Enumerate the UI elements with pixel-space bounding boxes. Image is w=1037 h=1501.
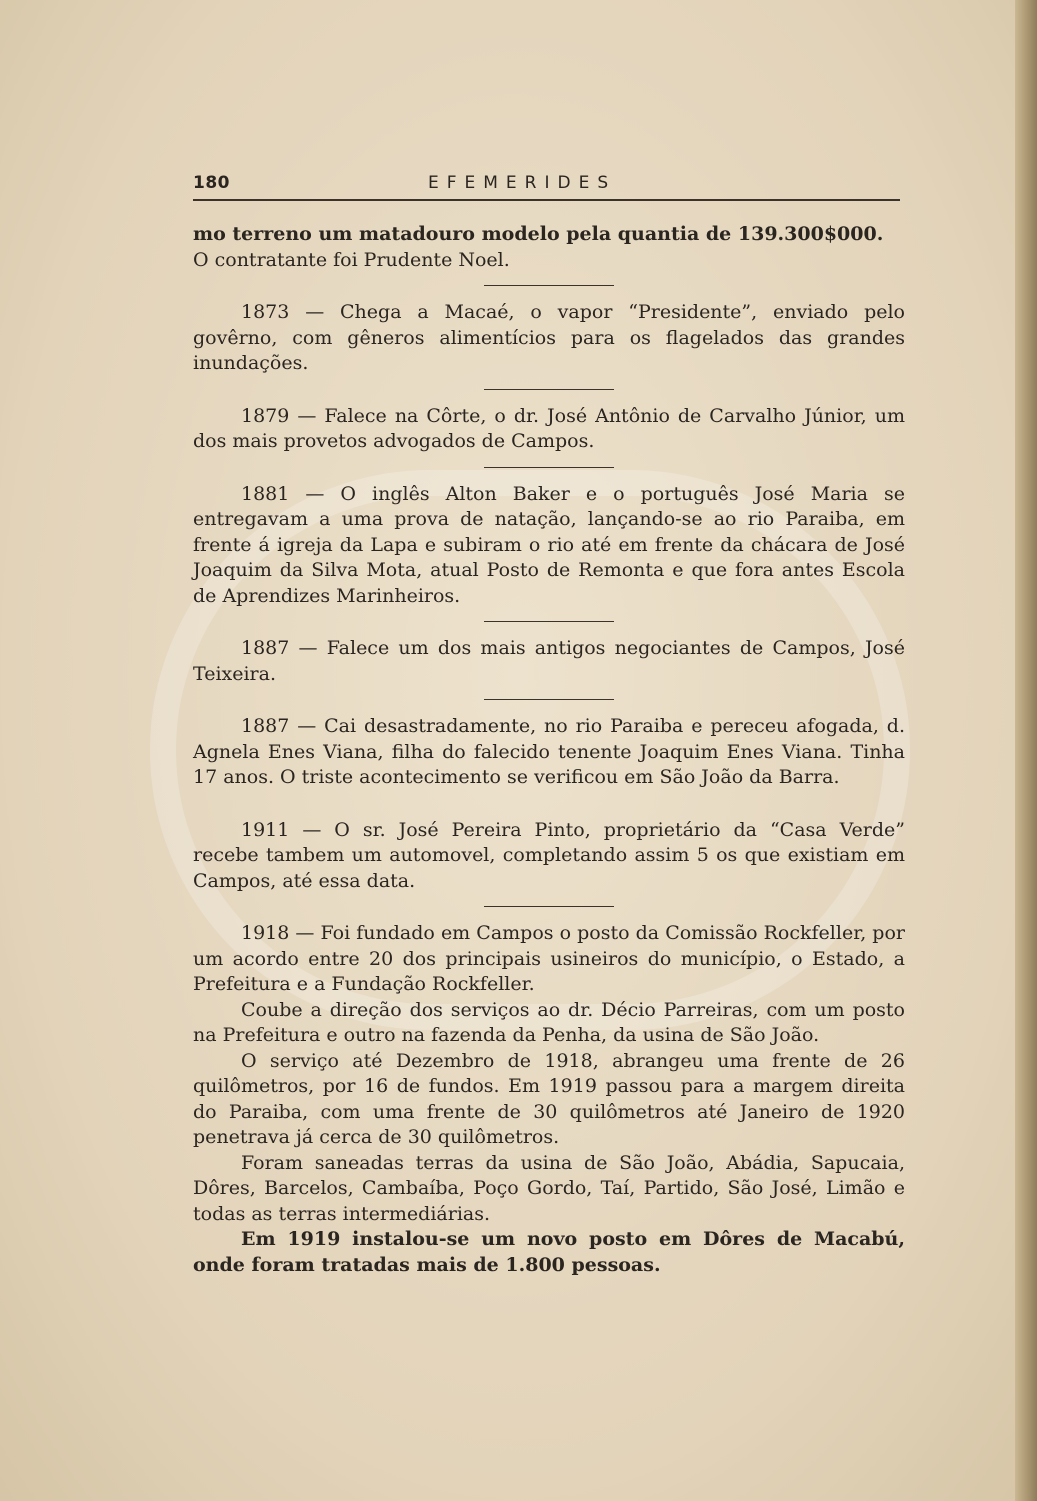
separator bbox=[484, 621, 614, 622]
entry-1879 bbox=[193, 404, 905, 455]
page-edge bbox=[1015, 0, 1037, 1501]
entry-text: 1887 — Falece um dos mais antigos negociantes de Campos, José Teixeira. bbox=[193, 637, 905, 685]
entry-text: 1881 — O inglês Alton Baker e o português José Maria se entregavam a uma prova de natação, lançando-se ao rio Paraiba, em frente á igreja da Lapa e subiram o rio até em frente da chácara de José Joaquim da Silva Mota, atual Posto de Remonta e que fora antes Escola de Aprendizes Marinheiros. bbox=[193, 482, 905, 607]
entry-1911 bbox=[193, 818, 905, 895]
separator bbox=[484, 389, 614, 390]
opening-line: mo terreno um matadouro modelo pela quantia de 139.300$000. bbox=[193, 223, 884, 245]
separator bbox=[484, 467, 614, 468]
running-title: EFEMERIDES bbox=[428, 173, 617, 193]
entry-1881 bbox=[193, 482, 905, 610]
entry-text: 1879 — Falece na Côrte, o dr. José Antônio de Carvalho Júnior, um dos mais provetos advogados de Campos. bbox=[193, 404, 905, 452]
separator bbox=[484, 285, 614, 286]
opening-line: O contratante foi Prudente Noel. bbox=[193, 248, 510, 271]
entry-text: 1911 — O sr. José Pereira Pinto, proprietário da “Casa Verde” recebe tambem um automovel, completando assim 5 os que existiam em Campos, até essa data. bbox=[193, 818, 905, 892]
entry-paragraph: Em 1919 instalou-se um novo posto em Dôres de Macabú, onde foram tratadas mais de 1.800 pessoas. bbox=[193, 1228, 905, 1276]
page-header bbox=[193, 173, 900, 201]
entry-paragraph: O serviço até Dezembro de 1918, abrangeu uma frente de 26 quilômetros, por 16 de fundos. Em 1919 passou para a margem direita do Paraiba, com uma frente de 30 quilômetros até Janeiro de 1920 penetrava já cerca de 30 quilômetros. bbox=[193, 1049, 905, 1148]
page-number: 180 bbox=[193, 173, 230, 193]
entry-paragraph: Foram saneadas terras da usina de São João, Abádia, Sapucaia, Dôres, Barcelos, Cambaíba, Poço Gordo, Taí, Partido, São José, Limão e todas as terras intermediárias. bbox=[193, 1151, 905, 1225]
separator bbox=[484, 906, 614, 907]
entry-1873 bbox=[193, 300, 905, 377]
separator bbox=[484, 699, 614, 700]
entry-paragraph: Coube a direção dos serviços ao dr. Décio Parreiras, com um posto na Prefeitura e outro na fazenda da Penha, da usina de São João. bbox=[193, 998, 905, 1046]
entry-text: 1918 — Foi fundado em Campos o posto da Comissão Rockfeller, por um acordo entre 20 dos principais usineiros do município, o Estado, a Prefeitura e a Fundação Rockfeller. bbox=[193, 922, 905, 995]
entry-1918 bbox=[193, 921, 905, 1278]
page-content bbox=[193, 222, 905, 1278]
entry-1887-a bbox=[193, 636, 905, 687]
entry-1887-b bbox=[193, 714, 905, 791]
entry-text: 1873 — Chega a Macaé, o vapor “Presidente”, enviado pelo govêrno, com gêneros alimentícios para os flagelados das grandes inundações. bbox=[193, 301, 905, 374]
entry-text: 1887 — Cai desastradamente, no rio Paraiba e pereceu afogada, d. Agnela Enes Viana, filha do falecido tenente Joaquim Enes Viana. Tinha 17 anos. O triste acontecimento se verificou em São João da Barra. bbox=[193, 715, 905, 788]
